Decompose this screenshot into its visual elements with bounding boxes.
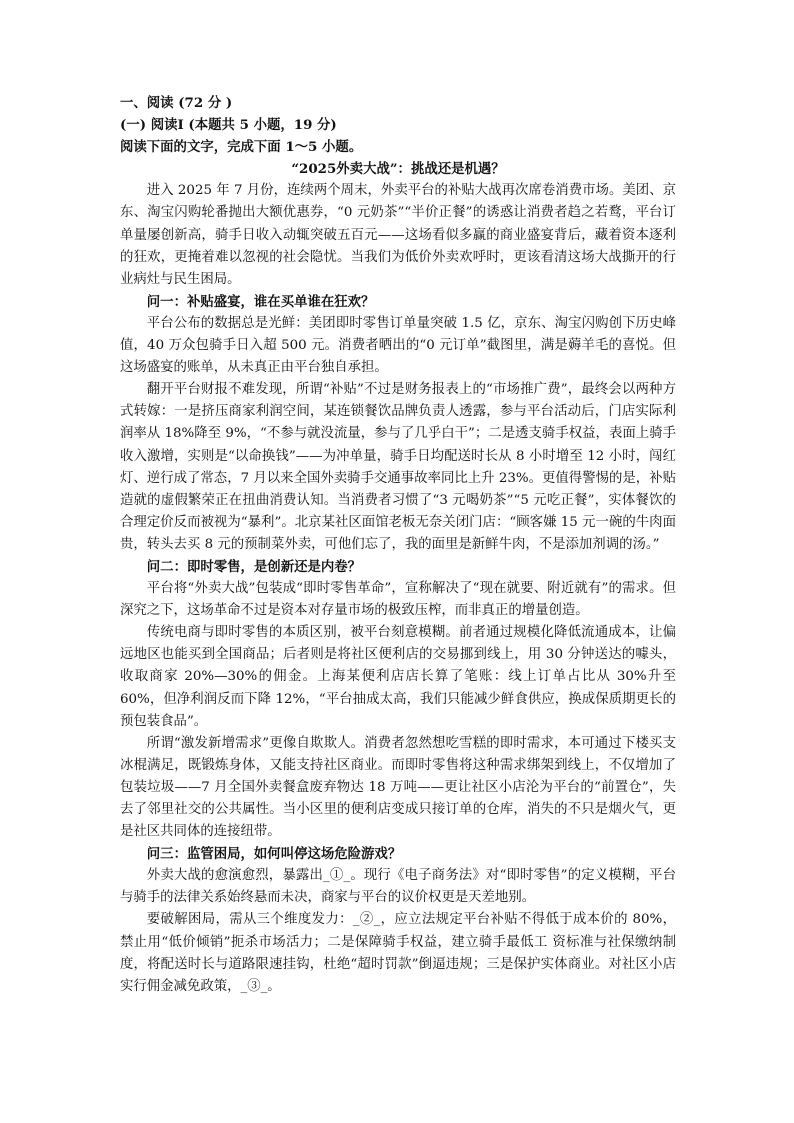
paragraph: 外卖大战的愈演愈烈，暴露出_①_。现行《电子商务法》对“即时零售”的定义模糊，平台与骑手的法律关系始终悬而未决，商家与平台的议价权更是天差地别。: [120, 868, 676, 906]
paragraph: 平台公布的数据总是光鲜：美团即时零售订单量突破 1.5 亿，京东、淘宝闪购创下历史峰值，40 万众包骑手日入超 500 元。消费者晒出的“0 元订单”截图里，满是薅羊毛的喜悦。但这场盛宴的账单，从未真正由平台独自承担。: [120, 315, 676, 376]
section-heading: 一、阅读 (72 分 ): [120, 95, 233, 111]
paragraph: 翻开平台财报不难发现，所谓“补贴”不过是财务报表上的“市场推广费”，最终会以两种方式转嫁：一是挤压商家利润空间，某连锁餐饮品牌负责人透露，参与平台活动后，门店实际利润率从 18%降至 9%，“不参与就没流量，参与了几乎白干”；二是透支骑手权益，表面上骑手收入激增，实则是“以命换钱”——为冲单量，骑手日均配送时长从 8 小时增至 12 小时，闯红灯、逆行成了常态，7 月以来全国外卖骑手交通事故率同比上升 23%。更值得警惕的是，补贴造就的虚假繁荣正在扭曲消费认知。当消费者习惯了“3 元喝奶茶”“5 元吃正餐”，实体餐饮的合理定价反而被视为“暴利”。北京某社区面馆老板无奈关闭门店：“顾客嫌 15 元一碗的牛肉面贵，转头去买 8 元的预制菜外卖，可他们忘了，我的面里是新鲜牛肉，不是添加剂调的汤。”: [120, 382, 676, 552]
question-heading: 问二：即时零售，是创新还是内卷？: [146, 558, 362, 575]
paragraph: 平台将“外卖大战”包装成“即时零售革命”，宣称解决了“现在就要、附近就有”的需求。但深究之下，这场革命不过是资本对存量市场的极致压榨，而非真正的增量创造。: [120, 581, 676, 619]
document-page: [120, 92, 676, 998]
paragraph: 传统电商与即时零售的本质区别，被平台刻意模糊。前者通过规模化降低流通成本，让偏远地区也能买到全国商品；后者则是将社区便利店的交易挪到线上，用 30 分钟送达的噱头，收取商家 20%—30%的佣金。上海某便利店店长算了笔账：线上订单占比从 30%升至 60%，但净利润反而下降 12%，“平台抽成太高，我们只能减少鲜食供应，换成保质期更长的预包装食品”。: [120, 625, 676, 729]
question-heading: 问三：监管困局，如何叫停这场危险游戏？: [146, 846, 402, 863]
subsection-heading: (一) 阅读Ⅰ (本题共 5 小题，19 分): [120, 117, 337, 134]
paragraph: 进入 2025 年 7 月份，连续两个周末，外卖平台的补贴大战再次席卷消费市场。美团、京东、淘宝闪购轮番抛出大额优惠券，“0 元奶茶”“半价正餐”的诱惑让消费者趋之若鹜，平台订单量屡创新高，骑手日收入动辄突破五百元——这场看似多赢的商业盛宴背后，藏着资本逐利的狂欢，更掩着难以忽视的社会隐忧。当我们为低价外卖欢呼时，更该看清这场大战撕开的行业病灶与民生困局。: [120, 183, 676, 287]
paragraph: 所谓“激发新增需求”更像自欺欺人。消费者忽然想吃雪糕的即时需求，本可通过下楼买支冰棍满足，既锻炼身体，又能支持社区商业。而即时零售将这种需求绑架到线上，不仅增加了包装垃圾——7 月全国外卖餐盒废弃物达 18 万吨——更让社区小店沦为平台的“前置仓”，失去了邻里社交的公共属性。当小区里的便利店变成只接订单的仓库，消失的不只是烟火气，更是社区共同体的连接纽带。: [120, 735, 676, 840]
article-title: “2025外卖大战”：挑战还是机遇？: [291, 161, 505, 178]
question-heading: 问一：补贴盛宴，谁在买单谁在狂欢？: [146, 293, 375, 310]
instruction: 阅读下面的文字，完成下面 1～5 小题。: [120, 139, 363, 156]
paragraph: 要破解困局，需从三个维度发力：_②_，应立法规定平台补贴不得低于成本价的 80%，禁止用“低价倾销”扼杀市场活力；二是保障骑手权益，建立骑手最低工 资标准与社保缴纳制度，将配送时长与道路限速挂钩，杜绝“超时罚款”倒逼违规；三是保护实体商业。对社区小店实行佣金减免政策，_③_。: [120, 912, 676, 994]
